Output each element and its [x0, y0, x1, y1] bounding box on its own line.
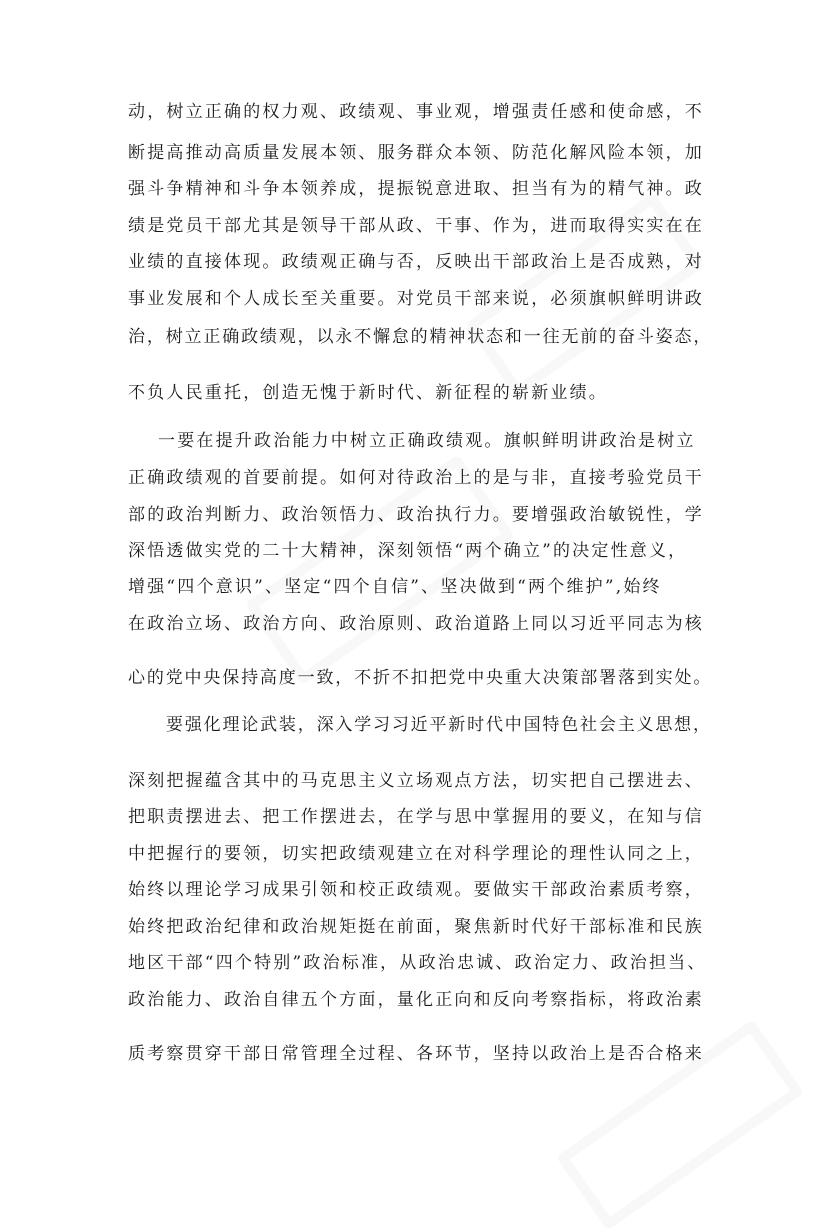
text-line: 强斗争精神和斗争本领养成，提振锐意进取、担当有为的精气神。政 — [128, 179, 704, 199]
paragraph-start-line: 一要在提升政治能力中树立正确政绩观。旗帜鲜明讲政治是树立 — [158, 431, 696, 451]
text-line: 事业发展和个人成长至关重要。对党员干部来说，必须旗帜鲜明讲政 — [128, 289, 704, 309]
text-line: 动，树立正确的权力观、政绩观、事业观，增强责任感和使命感，不 — [128, 102, 704, 122]
text-line: 地区干部“四个特别”政治标准，从政治忠诚、政治定力、政治担当、 — [128, 953, 707, 973]
text-line: 中把握行的要领，切实把政绩观建立在对科学理论的理性认同之上， — [128, 844, 704, 864]
text-line: 深悟透做实党的二十大精神，深刻领悟“两个确立”的决定性意义， — [128, 541, 688, 561]
text-line: 深刻把握蕴含其中的马克思主义立场观点方法，切实把自己摆进去、 — [128, 771, 704, 791]
text-line: 业绩的直接体现。政绩观正确与否，反映出干部政治上是否成熟，对 — [128, 252, 704, 272]
text-line: 心的党中央保持高度一致，不折不扣把党中央重大决策部署落到实处。 — [128, 668, 713, 688]
text-line: 部的政治判断力、政治领悟力、政治执行力。要增强政治敏锐性，学 — [128, 505, 704, 525]
text-line: 质考察贯穿干部日常管理全过程、各环节，坚持以政治上是否合格来 — [128, 1044, 704, 1064]
text-line: 不负人民重托，创造无愧于新时代、新征程的崭新业绩。 — [128, 383, 608, 403]
text-line: 在政治立场、政治方向、政治原则、政治道路上同以习近平同志为核 — [128, 614, 704, 634]
paragraph-start-line: 要强化理论武装，深入学习习近平新时代中国特色社会主义思想， — [166, 715, 712, 735]
text-line: 断提高推动高质量发展本领、服务群众本领、防范化解风险本领，加 — [128, 143, 704, 163]
text-line: 始终把政治纪律和政治规矩挺在前面，聚焦新时代好干部标准和民族 — [128, 917, 704, 937]
text-line: 政治能力、政治自律五个方面，量化正向和反向考察指标，将政治素 — [128, 990, 704, 1010]
watermark-stamp — [245, 454, 515, 685]
text-line: 始终以理论学习成果引领和校正政绩观。要做实干部政治素质考察， — [128, 880, 704, 900]
text-line: 正确政绩观的首要前提。如何对待政治上的是与非，直接考验党员干 — [128, 468, 704, 488]
text-line: 增强“四个意识”、坚定“四个自信”、坚决做到“两个维护”,始终 — [128, 577, 662, 597]
text-line: 绩是党员干部尤其是领导干部从政、干事、作为，进而取得实实在在 — [128, 216, 704, 236]
text-line: 把职责摆进去、把工作摆进去，在学与思中掌握用的要义，在知与信 — [128, 807, 704, 827]
text-line: 治，树立正确政绩观，以永不懈怠的精神状态和一往无前的奋斗姿态， — [128, 327, 713, 347]
